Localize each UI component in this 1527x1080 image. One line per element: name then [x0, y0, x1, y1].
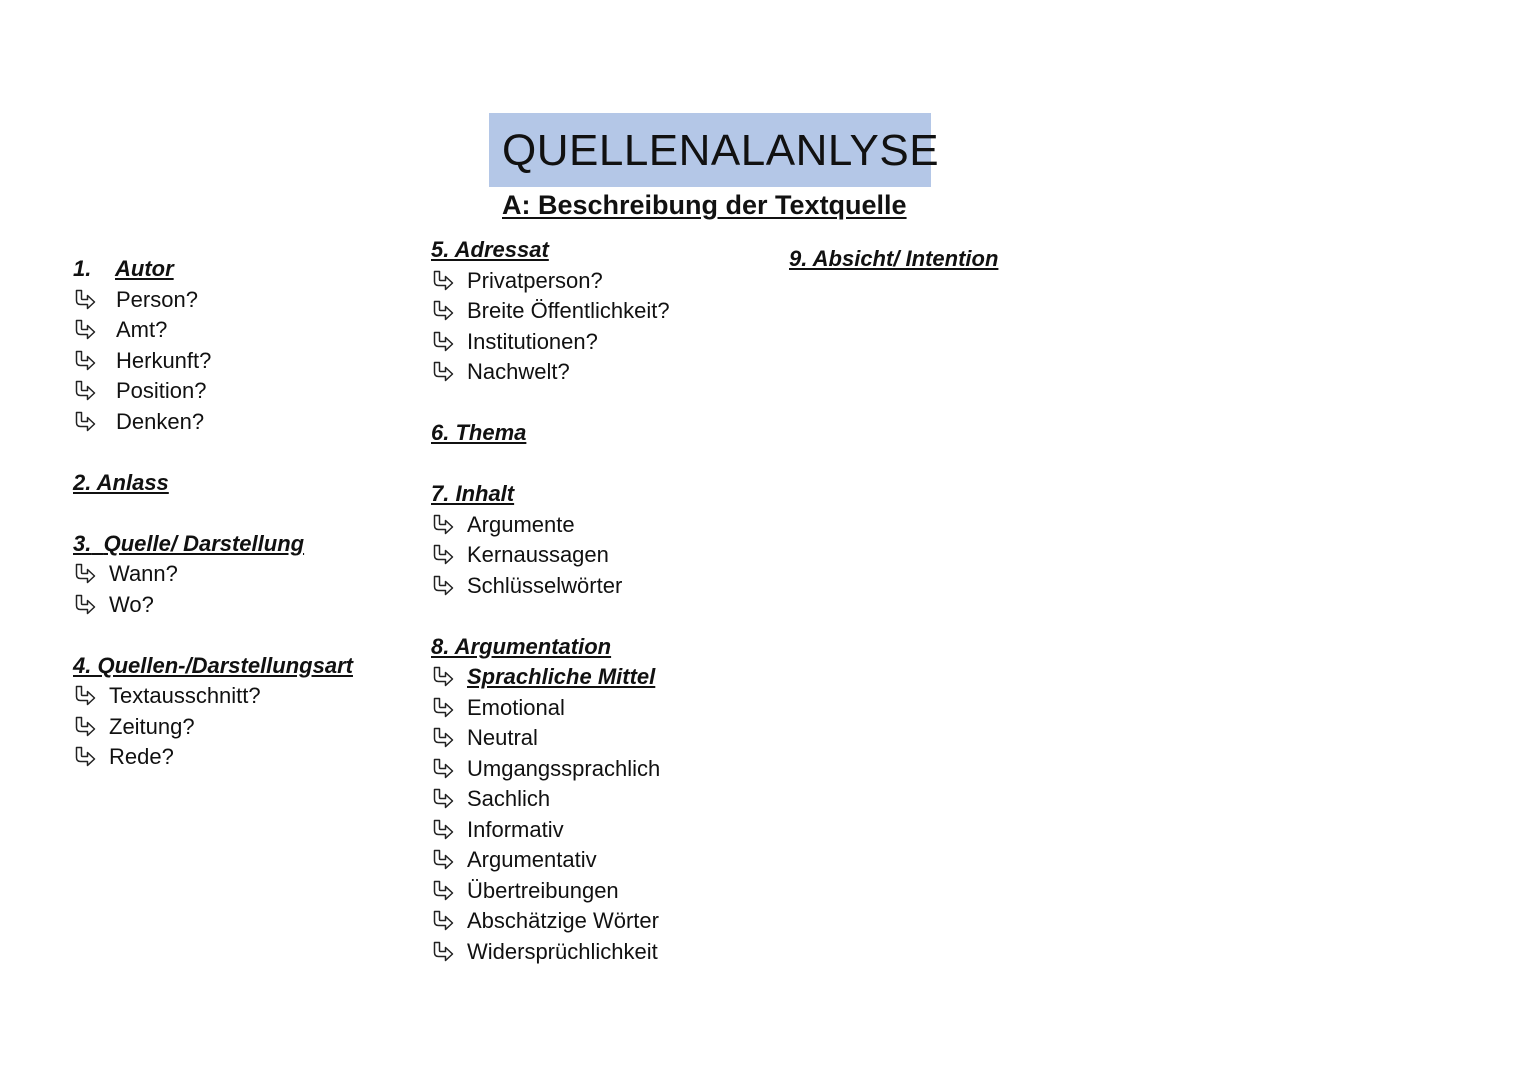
arrow-curve-down-right-icon: [431, 270, 455, 292]
list-item: Wann?: [73, 559, 353, 590]
arrow-curve-down-right-icon: [73, 380, 97, 402]
list-item: Sachlich: [431, 784, 670, 815]
list-item: Person?: [73, 285, 353, 316]
list-item: Rede?: [73, 742, 353, 773]
list-item: Umgangssprachlich: [431, 754, 670, 785]
section-heading-anlass: 2. Anlass: [73, 469, 169, 495]
arrow-curve-down-right-icon: [431, 788, 455, 810]
list-subheading: Sprachliche Mittel: [431, 662, 670, 693]
column-middle: [431, 235, 670, 967]
list-item: Zeitung?: [73, 712, 353, 743]
list-item: Neutral: [431, 723, 670, 754]
section-heading-quelle: 3. Quelle/ Darstellung: [73, 530, 305, 556]
list-item: Amt?: [73, 315, 353, 346]
column-right: [789, 244, 998, 275]
page-title: QUELLENALANLYSE: [489, 113, 931, 187]
arrow-curve-down-right-icon: [431, 514, 455, 536]
list-item: Privatperson?: [431, 266, 670, 297]
arrow-curve-down-right-icon: [73, 716, 97, 738]
list-item: Informativ: [431, 815, 670, 846]
section-heading-thema: 6. Thema: [431, 420, 527, 445]
section-heading-absicht: 9. Absicht/ Intention: [789, 246, 999, 271]
list-item: Institutionen?: [431, 327, 670, 358]
page-subtitle: A: Beschreibung der Textquelle: [502, 190, 907, 220]
arrow-curve-down-right-icon: [431, 910, 455, 932]
list-item: Widersprüchlichkeit: [431, 937, 670, 968]
list-item: Kernaussagen: [431, 540, 670, 571]
arrow-curve-down-right-icon: [73, 350, 97, 372]
list-item: Position?: [73, 376, 353, 407]
list-item: Herkunft?: [73, 346, 353, 377]
arrow-curve-down-right-icon: [431, 941, 455, 963]
column-left: [73, 254, 353, 773]
section-heading-inhalt: 7. Inhalt: [431, 481, 515, 506]
list-item: Argumentativ: [431, 845, 670, 876]
arrow-curve-down-right-icon: [431, 361, 455, 383]
list-item: Übertreibungen: [431, 876, 670, 907]
list-item: Argumente: [431, 510, 670, 541]
arrow-curve-down-right-icon: [73, 289, 97, 311]
list-item: Denken?: [73, 407, 353, 438]
section-heading-argumentation: 8. Argumentation: [431, 633, 612, 659]
arrow-curve-down-right-icon: [431, 697, 455, 719]
arrow-curve-down-right-icon: [431, 331, 455, 353]
arrow-curve-down-right-icon: [431, 575, 455, 597]
list-item: Wo?: [73, 590, 353, 621]
arrow-curve-down-right-icon: [431, 880, 455, 902]
list-item: Breite Öffentlichkeit?: [431, 296, 670, 327]
arrow-curve-down-right-icon: [73, 685, 97, 707]
arrow-curve-down-right-icon: [73, 563, 97, 585]
arrow-curve-down-right-icon: [431, 727, 455, 749]
arrow-curve-down-right-icon: [73, 319, 97, 341]
arrow-curve-down-right-icon: [431, 666, 455, 688]
arrow-curve-down-right-icon: [431, 300, 455, 322]
arrow-curve-down-right-icon: [73, 411, 97, 433]
list-item: Schlüsselwörter: [431, 571, 670, 602]
list-item: Emotional: [431, 693, 670, 724]
list-item: Textausschnitt?: [73, 681, 353, 712]
list-item: Abschätzige Wörter: [431, 906, 670, 937]
section-heading-adressat: 5. Adressat: [431, 237, 549, 262]
arrow-curve-down-right-icon: [431, 544, 455, 566]
arrow-curve-down-right-icon: [431, 758, 455, 780]
section-heading-autor: 1. Autor: [73, 256, 174, 281]
arrow-curve-down-right-icon: [73, 594, 97, 616]
arrow-curve-down-right-icon: [431, 819, 455, 841]
arrow-curve-down-right-icon: [431, 849, 455, 871]
section-heading-quellenart: 4. Quellen-/Darstellungsart: [73, 652, 353, 678]
list-item: Nachwelt?: [431, 357, 670, 388]
arrow-curve-down-right-icon: [73, 746, 97, 768]
